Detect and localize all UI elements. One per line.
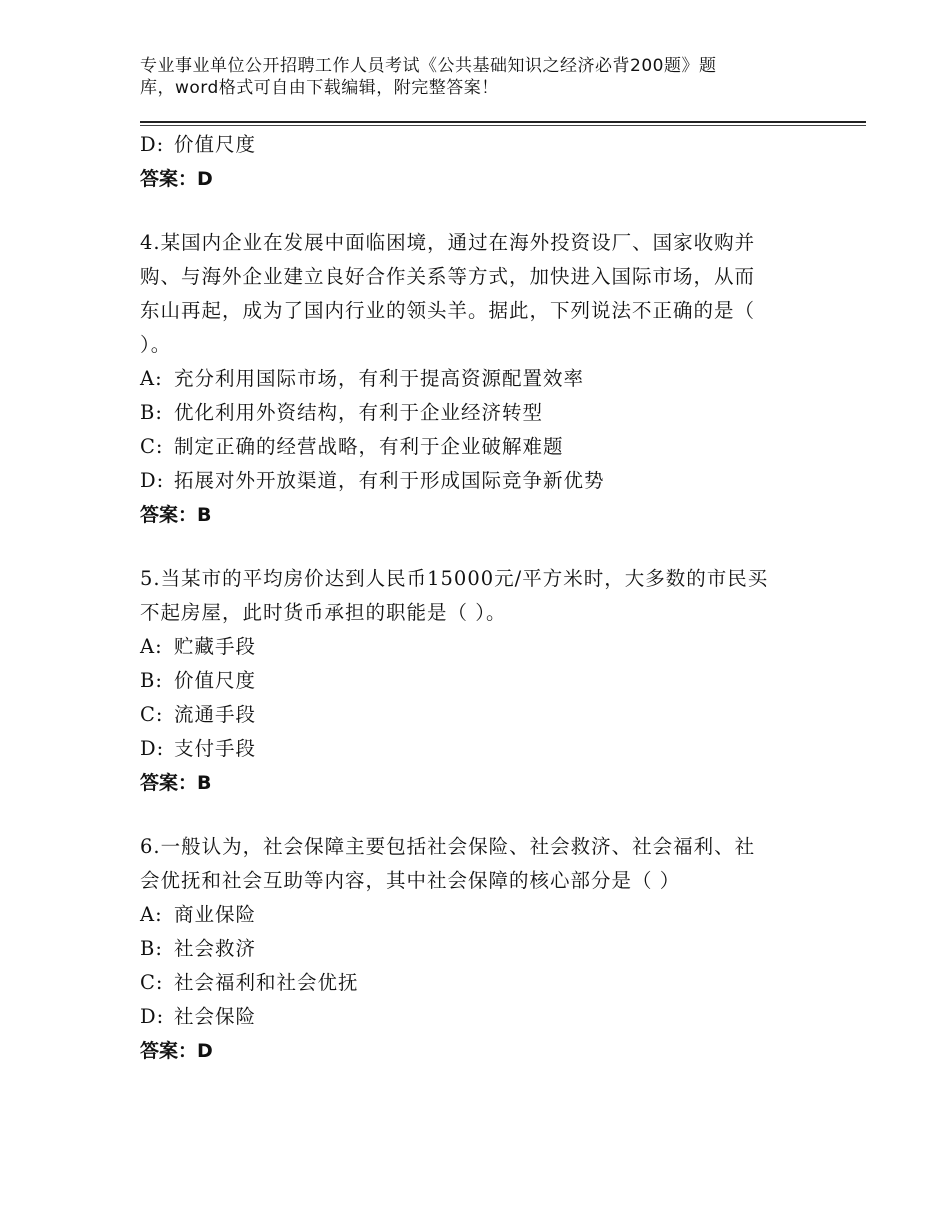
option-b: B: 优化利用外资结构，有利于企业经济转型	[140, 401, 544, 424]
option-c: C: 制定正确的经营战略，有利于企业破解难题	[140, 435, 564, 458]
question-stem-line: 购、与海外企业建立良好合作关系等方式，加快进入国际市场，从而	[140, 265, 756, 288]
question-stem-line: 6.一般认为，社会保障主要包括社会保险、社会救济、社会福利、社	[140, 835, 756, 858]
option-a: A: 商业保险	[140, 903, 257, 926]
option-b: B: 价值尺度	[140, 669, 257, 692]
answer-label: 答案：D	[140, 1040, 213, 1062]
option-a: A: 充分利用国际市场，有利于提高资源配置效率	[140, 367, 585, 390]
question-stem-line: 5.当某市的平均房价达到人民币15000元/平方米时，大多数的市民买	[140, 567, 769, 590]
option-d: D: 支付手段	[140, 737, 257, 760]
question-stem-line: 4.某国内企业在发展中面临困境，通过在海外投资设厂、国家收购并	[140, 231, 756, 254]
spacer	[140, 532, 840, 562]
option-c: C: 流通手段	[140, 703, 257, 726]
question-5	[140, 562, 840, 800]
option-d: D: 社会保险	[140, 1005, 257, 1028]
spacer	[140, 800, 840, 830]
question-stem-line: 会优抚和社会互助等内容，其中社会保障的核心部分是（ ）	[140, 869, 681, 892]
option-c: C: 社会福利和社会优抚	[140, 971, 359, 994]
header-divider-thick	[140, 121, 866, 123]
option-b: B: 社会救济	[140, 937, 257, 960]
option-a: A: 贮藏手段	[140, 635, 257, 658]
answer-label: 答案：D	[140, 168, 213, 190]
question-stem-line: ）。	[140, 333, 172, 356]
header-title-line-2: 库，word格式可自由下载编辑，附完整答案！	[140, 78, 499, 98]
option-d: D: 价值尺度	[140, 133, 257, 156]
question-6	[140, 830, 840, 1068]
document-header	[140, 55, 780, 99]
question-stem-line: 不起房屋，此时货币承担的职能是（ ）。	[140, 601, 507, 624]
option-d: D: 拓展对外开放渠道，有利于形成国际竞争新优势	[140, 469, 605, 492]
question-4	[140, 226, 840, 532]
answer-label: 答案：B	[140, 772, 212, 794]
header-divider-thin	[140, 125, 866, 126]
previous-question-fragment	[140, 128, 840, 196]
question-stem-line: 东山再起，成为了国内行业的领头羊。据此，下列说法不正确的是（	[140, 299, 756, 322]
spacer	[140, 196, 840, 226]
answer-label: 答案：B	[140, 504, 212, 526]
question-list	[140, 128, 840, 1068]
header-title-line-1: 专业事业单位公开招聘工作人员考试《公共基础知识之经济必背200题》题	[140, 56, 717, 76]
